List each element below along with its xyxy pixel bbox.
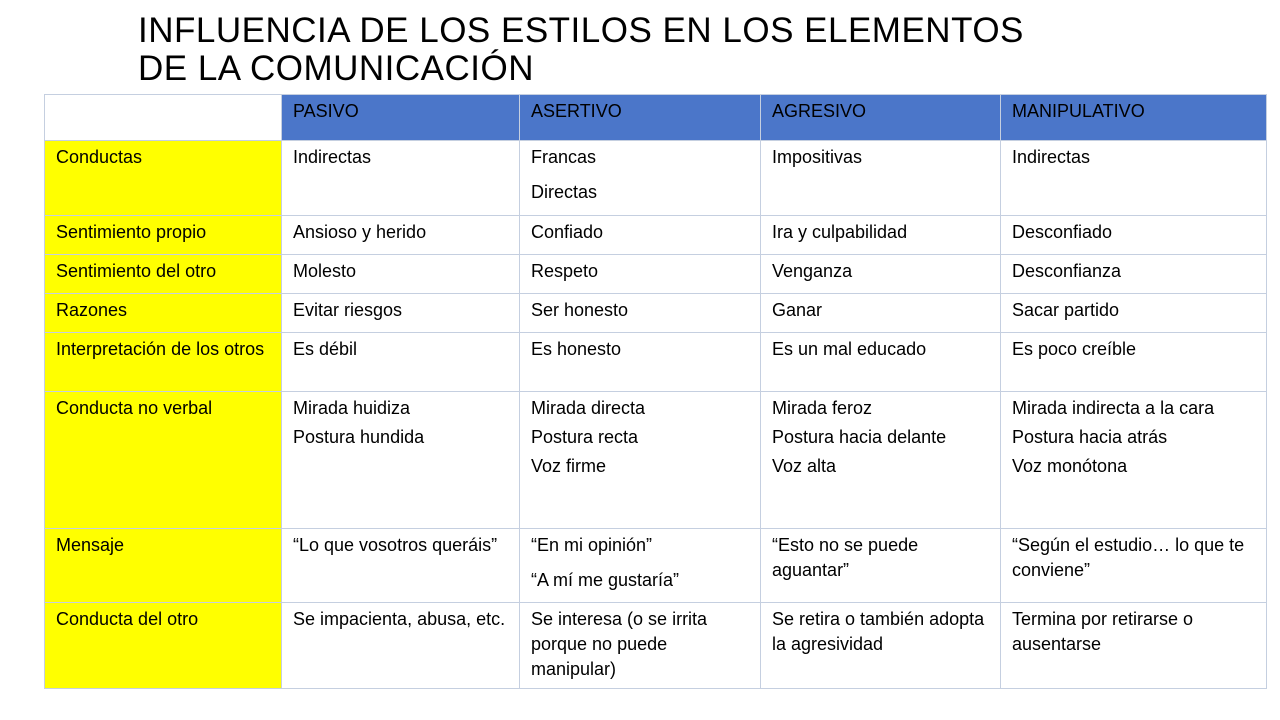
table-cell <box>282 216 520 255</box>
cell-line: Se interesa (o se irrita porque no puede manipular) <box>531 609 708 679</box>
cell-line: Confiado <box>531 222 604 242</box>
cell-line: Desconfianza <box>1012 261 1122 281</box>
table-cell <box>520 333 761 392</box>
cell-line: Es un mal educado <box>772 339 927 359</box>
table-cell <box>1001 141 1267 216</box>
table-row <box>45 216 1267 255</box>
cell-line: Se retira o también adopta la agresividad <box>772 609 985 654</box>
table-cell <box>520 392 761 529</box>
cell-line: Venganza <box>772 261 853 281</box>
cell-line: Evitar riesgos <box>293 300 403 320</box>
cell-line: Ser honesto <box>531 300 629 320</box>
cell-line: Postura hacia delante <box>772 427 947 447</box>
table-cell <box>761 255 1001 294</box>
table-cell <box>282 333 520 392</box>
table-row <box>45 333 1267 392</box>
table-row <box>45 294 1267 333</box>
table-cell <box>520 294 761 333</box>
row-label: Sentimiento del otro <box>45 255 282 294</box>
cell-line: Voz monótona <box>1012 456 1128 476</box>
table-cell <box>282 603 520 689</box>
cell-line: Postura hundida <box>293 427 425 447</box>
table-cell <box>1001 333 1267 392</box>
table-cell <box>1001 529 1267 603</box>
table-header-row <box>45 95 1267 141</box>
cell-line: Ansioso y herido <box>293 222 427 242</box>
cell-line: Molesto <box>293 261 357 281</box>
table-cell <box>761 392 1001 529</box>
row-label: Mensaje <box>45 529 282 603</box>
cell-line: Ira y culpabilidad <box>772 222 908 242</box>
slide-title-line-1: INFLUENCIA DE LOS ESTILOS EN LOS ELEMENTOS <box>138 11 1024 50</box>
table-cell <box>520 255 761 294</box>
table-row <box>45 141 1267 216</box>
cell-line: Ganar <box>772 300 823 320</box>
cell-line: Postura recta <box>531 427 639 447</box>
table-cell <box>761 294 1001 333</box>
cell-line: Voz alta <box>772 456 837 476</box>
cell-line: Se impacienta, abusa, etc. <box>293 609 506 629</box>
cell-line: Impositivas <box>772 147 863 167</box>
table-cell <box>282 392 520 529</box>
table-row <box>45 529 1267 603</box>
cell-line: “A mí me gustaría” <box>531 570 680 590</box>
cell-line: Postura hacia atrás <box>1012 427 1168 447</box>
header-asertivo: ASERTIVO <box>520 95 761 141</box>
cell-line: Termina por retirarse o ausentarse <box>1012 609 1194 654</box>
table-row <box>45 255 1267 294</box>
cell-line: Mirada indirecta a la cara <box>1012 398 1215 418</box>
cell-line: “Según el estudio… lo que te conviene” <box>1012 535 1245 580</box>
cell-line: “Esto no se puede aguantar” <box>772 535 919 580</box>
header-pasivo: PASIVO <box>282 95 520 141</box>
cell-line: Indirectas <box>1012 147 1091 167</box>
table-cell <box>761 603 1001 689</box>
table-cell <box>282 529 520 603</box>
table-row <box>45 392 1267 529</box>
table-cell <box>1001 392 1267 529</box>
cell-line: Respeto <box>531 261 599 281</box>
table-cell <box>282 255 520 294</box>
table-cell <box>520 529 761 603</box>
communication-styles-table <box>44 94 1267 689</box>
table-cell <box>1001 603 1267 689</box>
table-cell <box>1001 216 1267 255</box>
table-cell <box>1001 294 1267 333</box>
row-label: Conducta del otro <box>45 603 282 689</box>
table-cell <box>520 603 761 689</box>
cell-line: Mirada huidiza <box>293 398 411 418</box>
cell-line: Sacar partido <box>1012 300 1120 320</box>
row-label: Razones <box>45 294 282 333</box>
cell-line: Es poco creíble <box>1012 339 1137 359</box>
cell-line: “En mi opinión” <box>531 535 653 555</box>
cell-line: Desconfiado <box>1012 222 1113 242</box>
table-cell <box>282 141 520 216</box>
slide-title <box>138 12 1138 88</box>
table-cell <box>1001 255 1267 294</box>
cell-line: Es honesto <box>531 339 622 359</box>
cell-line: Mirada feroz <box>772 398 873 418</box>
cell-line: Francas <box>531 147 597 167</box>
cell-line: Mirada directa <box>531 398 646 418</box>
row-label: Conductas <box>45 141 282 216</box>
table-cell <box>761 529 1001 603</box>
row-label: Conducta no verbal <box>45 392 282 529</box>
slide-title-line-2: DE LA COMUNICACIÓN <box>138 49 534 88</box>
table-cell <box>761 216 1001 255</box>
row-label: Interpretación de los otros <box>45 333 282 392</box>
cell-line: Es débil <box>293 339 358 359</box>
header-agresivo: AGRESIVO <box>761 95 1001 141</box>
header-manipulativo: MANIPULATIVO <box>1001 95 1267 141</box>
cell-line: “Lo que vosotros queráis” <box>293 535 498 555</box>
table-cell <box>282 294 520 333</box>
row-label: Sentimiento propio <box>45 216 282 255</box>
table-cell <box>761 141 1001 216</box>
table-row <box>45 603 1267 689</box>
table-cell <box>520 141 761 216</box>
header-corner <box>45 95 282 141</box>
table-body <box>45 141 1267 689</box>
cell-line: Directas <box>531 182 598 202</box>
table-cell <box>520 216 761 255</box>
cell-line: Voz firme <box>531 456 607 476</box>
cell-line: Indirectas <box>293 147 372 167</box>
table-cell <box>761 333 1001 392</box>
